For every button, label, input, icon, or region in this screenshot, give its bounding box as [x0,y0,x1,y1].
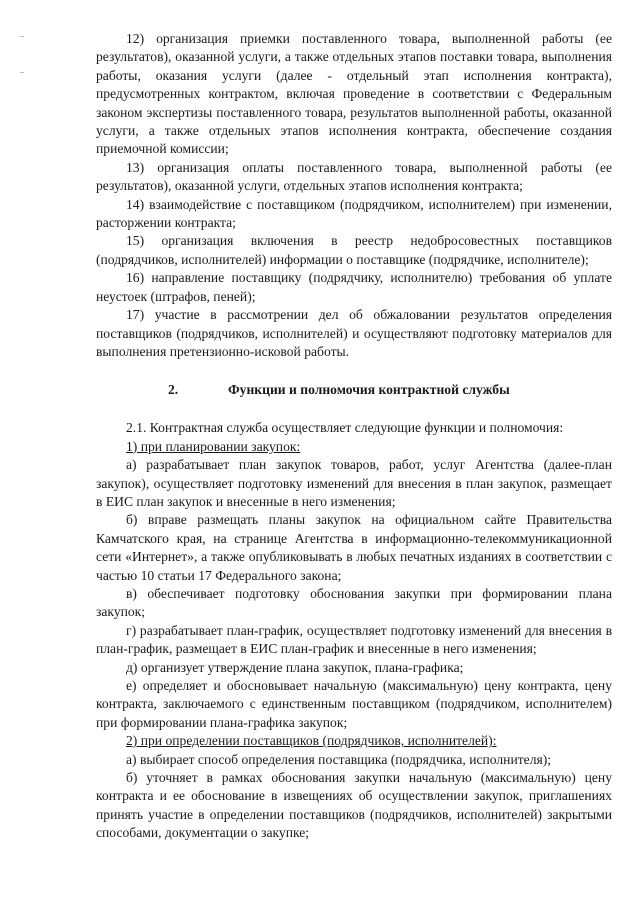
sub2-item-a: а) выбирает способ определения поставщика (подрядчика, исполнителя); [126,751,552,767]
subsection-2-heading: 2) при определении поставщиков (подрядчиков, исполнителей): [126,733,497,749]
sub1-item-b: б) вправе размещать планы закупок на официальном сайте Правительства Камчатского края, на странице Агентства в информационно-телекоммуникационной сети «Интернет», а также опубликовывать в любых печатных изданиях в соответствии с частью 10 статьи 17 Федерального закона; [96,512,612,583]
sub1-item-e: е) определяет и обосновывает начальную (максимальную) цену контракта, цену контракта, заключаемого с единственным поставщиком (подрядчиком, исполнителем) при формировании плана-графика закупок; [96,678,612,730]
list-item-12: 12) организация приемки поставленного товара, выполненной работы (ее результатов), оказанной услуги, а также отдельных этапов поставки товара, выполнения работы, оказания услуги (далее - отдельный этап исполнения контракта), предусмотренных контрактом, включая проведение в соответствии с Федеральным законом экспертизы поставленного товара, результатов выполненной работы, оказанной услуги, а также отдельных этапов исполнения контракта, обеспечение создания приемочной комиссии; [96,31,612,157]
sub1-item-a: а) разрабатывает план закупок товаров, работ, услуг Агентства (далее-план закупок), осуществляет подготовку изменений для внесения в план закупок, размещает в ЕИС план закупок и внесенные в него изменения; [96,457,612,509]
margin-mark [20,36,24,37]
list-item-14: 14) взаимодействие с поставщиком (подрядчиком, исполнителем) при изменении, расторжении контракта; [96,196,612,231]
sub1-item-v: в) обеспечивает подготовку обоснования закупки при формировании плана закупок; [96,585,612,620]
sub2-item-b: б) уточняет в рамках обоснования закупки начальную (максимальную) цену контракта и ее обоснование в извещениях об осуществлении закупок, приглашениях принять участие в определении поставщиков (подрядчиков, исполнителей) закрытыми способами, документации о закупке; [96,770,612,841]
list-item-17: 17) участие в рассмотрении дел об обжаловании результатов определения поставщиков (подрядчиков, исполнителей) и осуществляют подготовку материалов для выполнения претензионно-исковой работы. [96,307,612,359]
section-title: Функции и полномочия контрактной службы [228,382,510,398]
list-item-13: 13) организация оплаты поставленного товара, выполненной работы (ее результатов), оказанной услуги, отдельных этапов исполнения контракта; [96,159,612,194]
section-heading [96,381,612,399]
list-item-15: 15) организация включения в реестр недобросовестных поставщиков (подрядчиков, исполнителей) информации о поставщике (подрядчике, исполнителе); [96,233,612,267]
margin-mark [20,72,24,73]
list-item-16: 16) направление поставщику (подрядчику, исполнителю) требования об уплате неустоек (штрафов, пеней); [96,270,612,304]
subsection-1-heading: 1) при планировании закупок: [126,438,301,454]
section-intro: 2.1. Контрактная служба осуществляет следующие функции и полномочия: [126,420,564,436]
section-number: 2. [168,382,179,398]
document-page [96,30,612,843]
sub1-item-d: д) организует утверждение плана закупок, плана-графика; [126,659,464,675]
sub1-item-g: г) разрабатывает план-график, осуществляет подготовку изменений для внесения в план-график, размещает в ЕИС план-график и внесенные в него изменения; [96,622,612,657]
